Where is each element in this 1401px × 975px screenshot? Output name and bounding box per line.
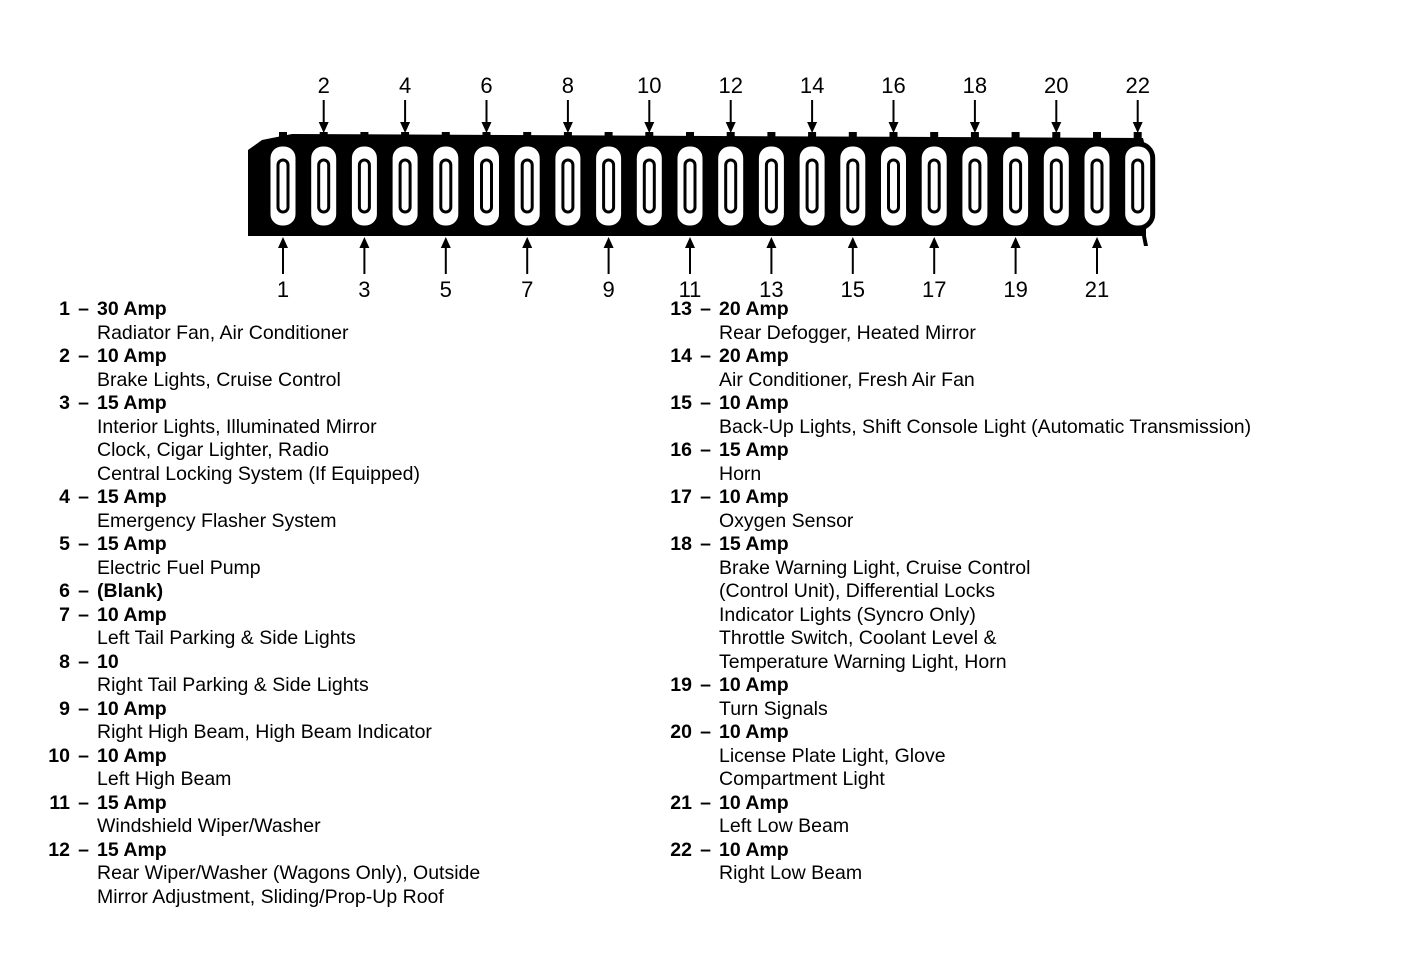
fuse-rating: 10 Amp <box>719 721 789 743</box>
fuse-number-label-top: 22 <box>1125 73 1150 98</box>
fuse-element <box>1133 160 1143 212</box>
fuse-element <box>522 160 532 212</box>
fuse-top-tab <box>727 132 735 140</box>
fuse-circuit-description: Brake Warning Light, Cruise Control <box>719 556 1031 579</box>
fuse-number: 8 <box>59 650 70 673</box>
fuse-rating: 10 Amp <box>719 674 789 696</box>
fuse-entry <box>30 745 630 792</box>
fuse-circuit-description: Mirror Adjustment, Sliding/Prop-Up Roof <box>97 885 444 908</box>
fuse-rating: 15 Amp <box>97 533 167 555</box>
fuse-entry <box>652 721 1392 792</box>
fuse-circuit-description: Right Tail Parking & Side Lights <box>97 674 369 696</box>
fuse-legend-left <box>30 298 630 909</box>
separator-dash: – <box>78 650 89 673</box>
fuse-rating: 10 Amp <box>97 603 167 626</box>
fuse-element <box>807 160 817 212</box>
fuse-entry <box>30 839 630 910</box>
fuse-rating: 15 Amp <box>719 439 789 461</box>
fuse-entry-head <box>30 698 630 722</box>
separator-dash: – <box>700 791 711 814</box>
arrow-head <box>482 122 492 133</box>
fuse-top-tab <box>442 132 450 140</box>
arrow-head <box>563 122 573 133</box>
fuse-entry <box>652 486 1392 533</box>
fuse-number-label-bottom: 7 <box>521 277 534 302</box>
fuse-entry <box>30 298 630 345</box>
fuse-rating: 15 Amp <box>97 838 167 861</box>
separator-dash: – <box>78 603 89 626</box>
fuse-number: 10 <box>48 744 70 767</box>
fuse-entry-head <box>30 651 630 675</box>
fuse-entry <box>652 533 1392 674</box>
fuse-number: 6 <box>59 580 70 602</box>
separator-dash: – <box>700 345 711 367</box>
fuse-circuit-description: Indicator Lights (Syncro Only) <box>719 603 976 626</box>
fuse-entry-head <box>652 298 1392 322</box>
fuse-number: 11 <box>49 791 70 814</box>
fuse-element <box>970 160 980 212</box>
fuse-entry-head <box>30 604 630 628</box>
fuse-entry <box>652 792 1392 839</box>
arrow-head <box>889 122 899 133</box>
fuse-element <box>1011 160 1021 212</box>
fuse-circuit-description: Interior Lights, Illuminated Mirror <box>97 415 377 438</box>
fuse-entry <box>652 298 1392 345</box>
fuse-number-label-bottom: 1 <box>276 277 290 302</box>
fuse-rating: 15 Amp <box>97 791 167 814</box>
fuse-element <box>685 160 695 212</box>
fuse-entry-head <box>30 792 630 816</box>
fuse-rating: 10 Amp <box>97 345 167 367</box>
fuse-circuit-description: Brake Lights, Cruise Control <box>97 368 341 391</box>
fuse-top-tab <box>564 132 572 140</box>
fuse-circuit-description: Windshield Wiper/Washer <box>97 815 321 837</box>
fuse-circuit-description: Compartment Light <box>719 768 885 790</box>
fuse-number: 2 <box>59 345 70 367</box>
fuse-number: 9 <box>59 697 70 720</box>
fuse-entry-head <box>652 439 1392 463</box>
fuse-number-label-top: 20 <box>1044 73 1069 98</box>
fuse-number: 7 <box>59 603 70 626</box>
arrow-head <box>1051 122 1061 133</box>
fuse-rating: 30 Amp <box>97 298 167 320</box>
separator-dash: – <box>700 674 711 696</box>
separator-dash: – <box>78 838 89 861</box>
fuse-top-tab <box>767 132 775 140</box>
fuse-block-diagram <box>0 0 1401 310</box>
separator-dash: – <box>78 298 89 320</box>
fuse-top-tab <box>808 132 816 140</box>
fuse-number-label-bottom: 3 <box>358 277 371 302</box>
fuse-element <box>319 160 329 212</box>
fuse-entry-head <box>652 674 1392 698</box>
fuse-entry-head <box>30 745 630 769</box>
fuse-entry-head <box>652 486 1392 510</box>
fuse-top-tab <box>320 132 328 140</box>
fuse-number: 19 <box>670 674 692 696</box>
fuse-entry <box>30 580 630 604</box>
separator-dash: – <box>700 533 711 555</box>
fuse-top-tab <box>483 132 491 140</box>
fuse-element <box>726 160 736 212</box>
fuse-top-tab <box>1134 132 1142 140</box>
fuse-number: 17 <box>670 486 692 508</box>
fuse-number-label-bottom: 15 <box>840 277 866 302</box>
fuse-entry-head <box>652 345 1392 369</box>
fuse-element <box>359 160 369 212</box>
fuse-top-tab <box>401 132 409 140</box>
fuse-number: 5 <box>59 533 70 555</box>
arrow-head <box>726 122 736 133</box>
fuse-rating: 15 Amp <box>97 392 167 414</box>
fuse-number: 13 <box>670 298 692 320</box>
separator-dash: – <box>78 791 89 814</box>
fuse-circuit-description: Horn <box>719 462 762 485</box>
separator-dash: – <box>78 744 89 767</box>
fuse-entry <box>30 604 630 651</box>
separator-dash: – <box>700 721 711 743</box>
fuse-entry <box>30 533 630 580</box>
fuse-top-tab <box>279 132 287 140</box>
fuse-top-tab <box>605 132 613 140</box>
fuse-element <box>1051 160 1061 212</box>
fuse-circuit-description: Turn Signals <box>719 697 828 720</box>
fuse-rating: 15 Amp <box>97 486 167 508</box>
fuse-number: 16 <box>670 439 692 461</box>
fuse-entry <box>652 839 1392 886</box>
fuse-number-label-top: 2 <box>317 73 330 98</box>
fuse-rating: 20 Amp <box>719 298 789 320</box>
arrow-head <box>807 122 817 133</box>
fuse-number: 22 <box>670 838 692 861</box>
fuse-number: 1 <box>59 298 70 320</box>
fuse-entry <box>652 345 1392 392</box>
fuse-number: 20 <box>670 721 692 743</box>
arrow-head <box>644 122 654 133</box>
fuse-rating: 10 Amp <box>719 392 789 414</box>
fuse-top-tab <box>1052 132 1060 140</box>
arrow-head <box>319 122 329 133</box>
separator-dash: – <box>700 392 711 414</box>
fuse-circuit-description: Emergency Flasher System <box>97 509 337 532</box>
fuse-rating: 10 Amp <box>719 791 789 814</box>
fuse-entry <box>652 439 1392 486</box>
separator-dash: – <box>700 838 711 861</box>
fuse-element <box>604 160 614 212</box>
fuse-element <box>441 160 451 212</box>
fuse-number-label-bottom: 5 <box>439 277 452 302</box>
fuse-circuit-description: Air Conditioner, Fresh Air Fan <box>719 368 975 391</box>
fuse-top-tab <box>930 132 938 140</box>
fuse-top-tab <box>849 132 857 140</box>
fuse-circuit-description: Rear Wiper/Washer (Wagons Only), Outside <box>97 862 481 884</box>
fuse-rating: 10 <box>97 650 119 673</box>
fuse-number: 15 <box>670 392 692 414</box>
fuse-number-label-bottom: 17 <box>921 277 947 302</box>
fuse-rating: 20 Amp <box>719 345 789 367</box>
fuse-number: 3 <box>59 392 70 414</box>
separator-dash: – <box>78 392 89 414</box>
fuse-element <box>766 160 776 212</box>
fuse-number-label-bottom: 11 <box>678 277 702 302</box>
fuse-entry-head <box>30 533 630 557</box>
fuse-element <box>563 160 573 212</box>
separator-dash: – <box>700 486 711 508</box>
fuse-element <box>400 160 410 212</box>
separator-dash: – <box>78 580 89 602</box>
fuse-number-label-bottom: 13 <box>759 277 784 302</box>
arrow-head <box>970 122 980 133</box>
fuse-top-tab <box>686 132 694 140</box>
fuse-entry-head <box>652 533 1392 557</box>
fuse-rating: (Blank) <box>97 580 164 602</box>
fuse-circuit-description: Electric Fuel Pump <box>97 556 261 579</box>
fuse-entry-head <box>652 721 1392 745</box>
fuse-number: 21 <box>670 791 692 814</box>
fuse-circuit-description: Left Tail Parking & Side Lights <box>97 627 356 649</box>
fuse-number-label-top: 14 <box>799 73 825 98</box>
fuse-entry <box>30 392 630 486</box>
fuse-top-tab <box>523 132 531 140</box>
fuse-number: 12 <box>48 838 70 861</box>
fuse-rating: 10 Amp <box>97 744 167 767</box>
fuse-number: 18 <box>670 533 692 555</box>
fuse-entry-head <box>652 792 1392 816</box>
fuse-circuit-description: Rear Defogger, Heated Mirror <box>719 321 976 344</box>
fuse-element <box>482 160 492 212</box>
fuse-number-label-top: 16 <box>881 73 906 98</box>
arrow-head <box>400 122 410 133</box>
fuse-number-label-top: 6 <box>480 73 493 98</box>
fuse-element <box>1092 160 1102 212</box>
fuse-circuit-description: Right Low Beam <box>719 862 863 884</box>
fuse-element <box>278 160 288 212</box>
fuse-circuit-description: License Plate Light, Glove <box>719 744 946 767</box>
fuse-rating: 15 Amp <box>719 533 789 555</box>
fuse-circuit-description: (Control Unit), Differential Locks <box>719 580 995 602</box>
fuse-entry-head <box>30 345 630 369</box>
fuse-number-label-top: 12 <box>718 73 743 98</box>
fuse-element <box>644 160 654 212</box>
separator-dash: – <box>78 486 89 508</box>
fuse-entry <box>652 392 1392 439</box>
fuse-top-tab <box>1012 132 1020 140</box>
fuse-element <box>848 160 858 212</box>
fuse-number: 14 <box>670 345 692 367</box>
fuse-entry-head <box>30 580 630 604</box>
fuse-number-label-top: 10 <box>637 73 662 98</box>
fuse-number-label-top: 18 <box>962 73 988 98</box>
fuse-entry-head <box>30 392 630 416</box>
separator-dash: – <box>700 298 711 320</box>
separator-dash: – <box>78 697 89 720</box>
fuse-top-tab <box>971 132 979 140</box>
separator-dash: – <box>78 345 89 367</box>
fuse-circuit-description: Throttle Switch, Coolant Level & <box>719 627 997 649</box>
fuse-entry-head <box>30 839 630 863</box>
fuse-entry-head <box>652 839 1392 863</box>
fuse-circuit-description: Radiator Fan, Air Conditioner <box>97 321 349 344</box>
fuse-number-label-bottom: 19 <box>1003 277 1028 302</box>
arrow-head <box>1133 122 1143 133</box>
fuse-circuit-description: Right High Beam, High Beam Indicator <box>97 721 432 743</box>
fuse-element <box>889 160 899 212</box>
fuse-entry <box>652 674 1392 721</box>
fuse-entry <box>30 651 630 698</box>
separator-dash: – <box>700 439 711 461</box>
fuse-entry-head <box>652 392 1392 416</box>
fuse-number-label-bottom: 9 <box>602 277 615 302</box>
fuse-number-label-bottom: 21 <box>1084 277 1110 302</box>
fuse-circuit-description: Clock, Cigar Lighter, Radio <box>97 439 329 461</box>
fuse-circuit-description: Temperature Warning Light, Horn <box>719 650 1007 673</box>
fuse-element <box>929 160 939 212</box>
fuse-rating: 10 Amp <box>719 838 789 861</box>
separator-dash: – <box>78 533 89 555</box>
fuse-number-label-top: 4 <box>398 73 412 98</box>
fuse-entry-head <box>30 298 630 322</box>
fuse-number: 4 <box>59 486 70 508</box>
fuse-circuit-description: Oxygen Sensor <box>719 509 854 532</box>
fuse-entry-head <box>30 486 630 510</box>
fuse-rating: 10 Amp <box>97 697 167 720</box>
fuse-top-tab <box>890 132 898 140</box>
fuse-top-tab <box>1093 132 1101 140</box>
fuse-circuit-description: Central Locking System (If Equipped) <box>97 462 420 485</box>
fuse-number-label-top: 8 <box>561 73 575 98</box>
fuse-top-tab <box>360 132 368 140</box>
fuse-entry <box>30 792 630 839</box>
fuse-entry <box>30 486 630 533</box>
fuse-circuit-description: Left High Beam <box>97 768 232 790</box>
fuse-rating: 10 Amp <box>719 486 789 508</box>
fuse-top-tab <box>645 132 653 140</box>
fuse-circuit-description: Back-Up Lights, Shift Console Light (Automatic Transmission) <box>719 415 1252 438</box>
fuse-legend-right <box>652 298 1392 886</box>
fuse-entry <box>30 345 630 392</box>
fuse-circuit-description: Left Low Beam <box>719 815 850 837</box>
fuse-entry <box>30 698 630 745</box>
